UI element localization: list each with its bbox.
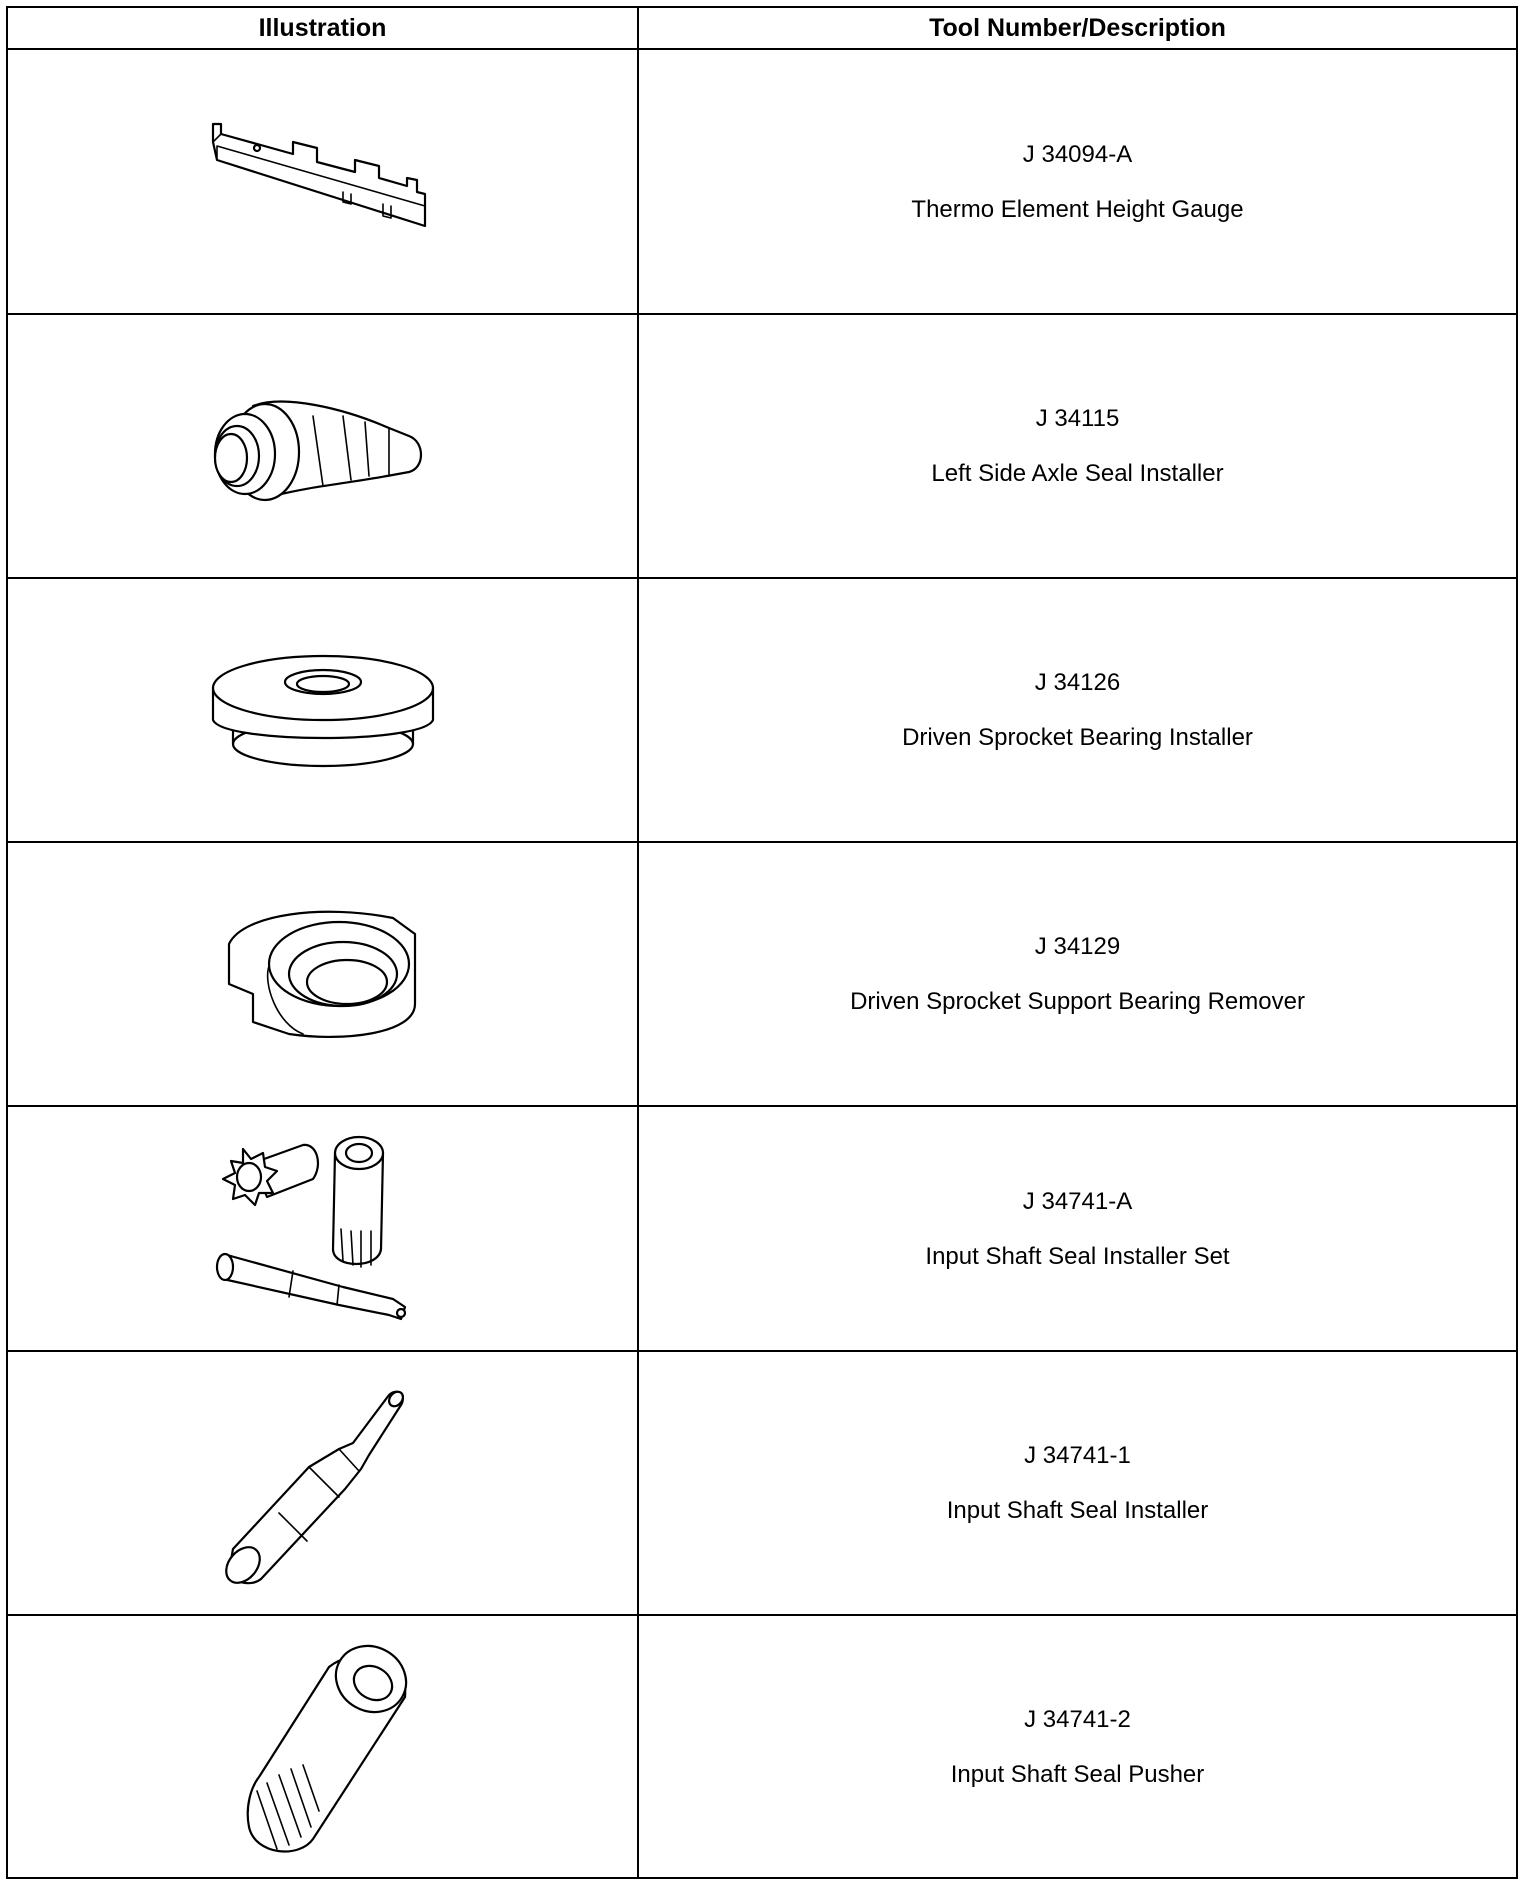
seal-pusher-icon <box>193 1627 453 1867</box>
header-tool-description: Tool Number/Description <box>638 7 1517 49</box>
bearing-installer-icon <box>193 640 453 780</box>
tool-description-cell <box>638 1615 1517 1878</box>
tool-description-cell <box>638 1106 1517 1351</box>
tools-table <box>6 6 1518 1879</box>
table-row <box>7 1615 1517 1878</box>
illustration-cell <box>7 1615 638 1878</box>
tool-number: J 34741-A <box>1022 1187 1133 1215</box>
table-row <box>7 314 1517 578</box>
tool-description-cell <box>638 314 1517 578</box>
seal-installer-icon <box>193 1373 453 1593</box>
tool-number: J 34115 <box>1035 405 1120 432</box>
tool-description: Driven Sprocket Support Bearing Remover <box>850 988 1305 1015</box>
tool-description: Input Shaft Seal Installer <box>946 1497 1209 1524</box>
tool-number: J 34741-2 <box>1024 1705 1131 1733</box>
tool-description: Thermo Element Height Gauge <box>911 195 1244 223</box>
seal-installer-set-icon <box>193 1119 453 1339</box>
axle-seal-installer-icon <box>193 376 453 516</box>
table-row <box>7 1106 1517 1351</box>
tool-description-cell <box>638 1351 1517 1615</box>
illustration-cell <box>7 314 638 578</box>
tool-description: Driven Sprocket Bearing Installer <box>902 724 1253 751</box>
tool-description: Input Shaft Seal Pusher <box>950 1760 1205 1788</box>
illustration-cell <box>7 842 638 1106</box>
table-row <box>7 842 1517 1106</box>
tool-description-cell <box>638 842 1517 1106</box>
height-gauge-icon <box>193 112 453 252</box>
illustration-cell <box>7 1351 638 1615</box>
tool-number: J 34129 <box>1034 933 1121 960</box>
tool-number: J 34094-A <box>1022 140 1133 168</box>
illustration-cell <box>7 1106 638 1351</box>
tool-description: Left Side Axle Seal Installer <box>931 460 1224 487</box>
tool-number: J 34126 <box>1034 669 1121 696</box>
table-row <box>7 1351 1517 1615</box>
bearing-remover-icon <box>193 884 453 1064</box>
header-row <box>7 7 1517 49</box>
header-illustration: Illustration <box>7 7 638 49</box>
tool-description: Input Shaft Seal Installer Set <box>925 1242 1230 1270</box>
tool-description-cell <box>638 49 1517 314</box>
illustration-cell <box>7 578 638 842</box>
table-row <box>7 578 1517 842</box>
tool-description-cell <box>638 578 1517 842</box>
tool-number: J 34741-1 <box>1024 1442 1131 1469</box>
illustration-cell <box>7 49 638 314</box>
table-row <box>7 49 1517 314</box>
